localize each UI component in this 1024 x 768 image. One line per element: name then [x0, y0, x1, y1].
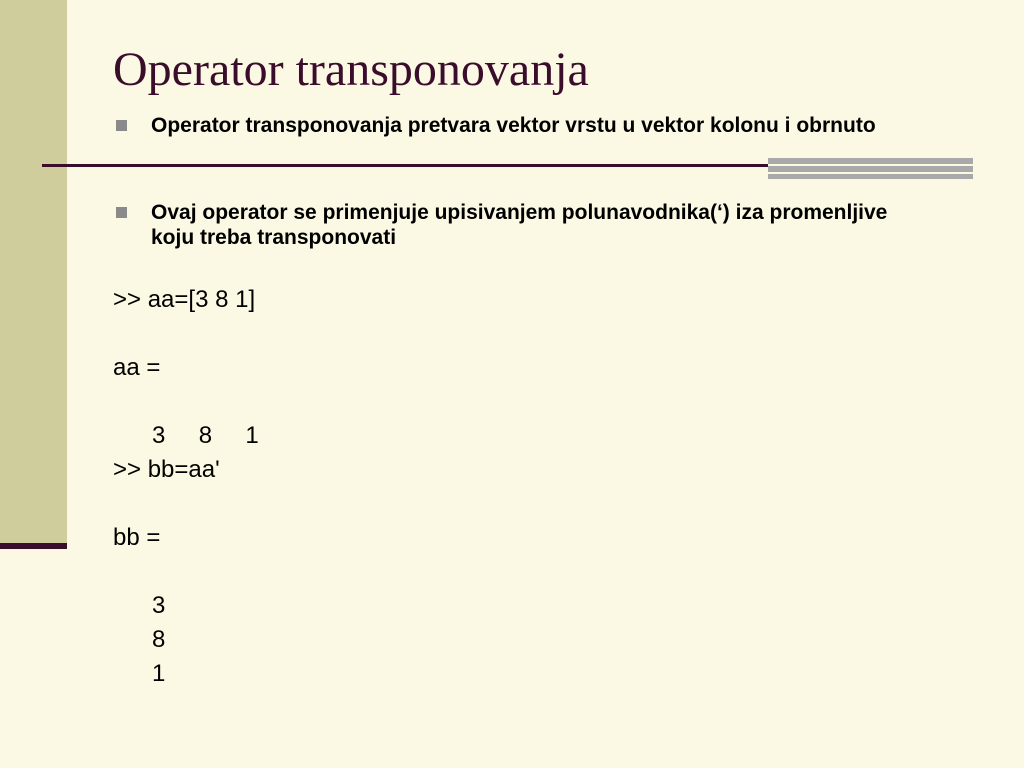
- code-line-bb-value-1: 3: [152, 592, 166, 619]
- left-accent-bar: [0, 543, 67, 549]
- code-line-command-aa: >> aa=[3 8 1]: [113, 286, 256, 313]
- code-line-command-bb: >> bb=aa': [113, 456, 220, 483]
- bullet-item-2: [116, 200, 936, 250]
- square-bullet-icon: [116, 120, 127, 131]
- bullet-text: Operator transponovanja pretvara vektor vrstu u vektor kolonu i obrnuto: [151, 114, 876, 137]
- decorative-stripes: [768, 158, 973, 179]
- bullet-text: Ovaj operator se primenjuje upisivanjem polunavodnika(‘) iza promenljive koju treba transponovati: [151, 201, 888, 249]
- code-line-aa-label: aa =: [113, 354, 161, 381]
- left-sidebar-bar: [0, 0, 67, 543]
- code-line-aa-values: 3 8 1: [152, 422, 259, 449]
- code-line-bb-value-3: 1: [152, 660, 166, 687]
- bullet-item-1: [116, 113, 936, 138]
- slide-title: Operator transponovanja: [113, 43, 589, 96]
- square-bullet-icon: [116, 207, 127, 218]
- code-line-bb-label: bb =: [113, 524, 161, 551]
- code-line-bb-value-2: 8: [152, 626, 166, 653]
